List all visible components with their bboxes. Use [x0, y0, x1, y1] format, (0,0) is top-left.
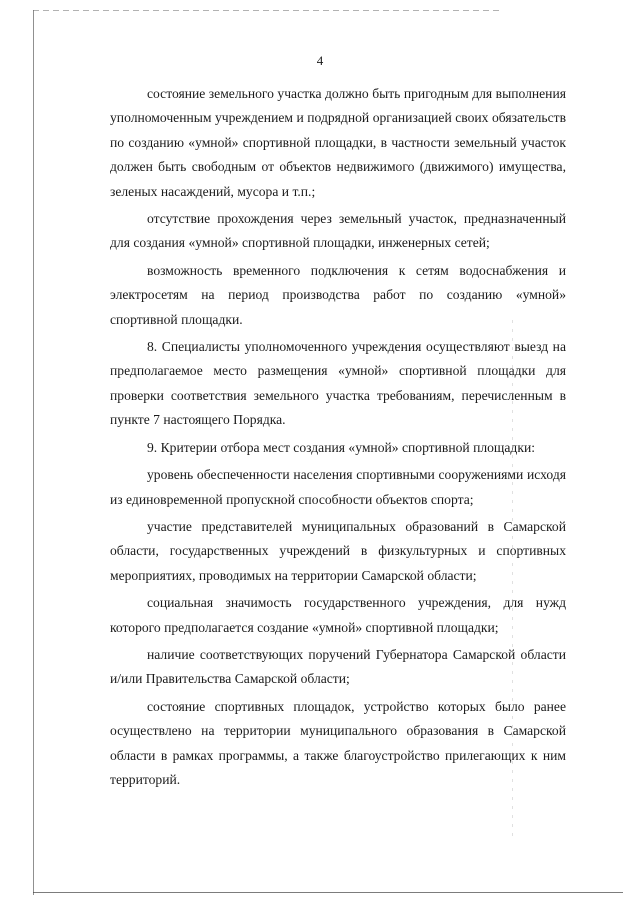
paragraph-temporary-connection: возможность временного подключения к сетям водоснабжения и электросетям на период производства работ по созданию «умной» спортивной площадки.	[110, 262, 566, 327]
scan-border-top	[33, 10, 503, 11]
paragraph-item-9-heading: 9. Критерии отбора мест создания «умной» спортивной площадки:	[147, 439, 535, 455]
paragraph-no-utility-networks: отсутствие прохождения через земельный участок, предназначенный для создания «умной» спортивной площадки, инженерных сетей;	[110, 211, 566, 251]
paragraph-criterion-participation: участие представителей муниципальных образований в Самарской области, государственных учреждений в физкультурных и спортивных мероприятиях, проводимых на территории Самарской области;	[110, 518, 566, 583]
paragraph-criterion-provision: уровень обеспеченности населения спортивными сооружениями исходя из единовременной пропускной способности объектов спорта;	[110, 467, 566, 507]
document-body	[110, 82, 566, 792]
paragraph-land-condition: состояние земельного участка должно быть пригодным для выполнения уполномоченным учреждением и подрядной организацией своих обязательств по созданию «умной» спортивной площадки, в частности земельный участок должен быть свободным от объектов недвижимого (движимого) имущества, зеленых насаждений, мусора и т.п.;	[110, 86, 566, 199]
scan-border-left	[33, 10, 34, 895]
paragraph-item-8: 8. Специалисты уполномоченного учреждения осуществляют выезд на предполагаемое место размещения «умной» спортивной площадки для проверки соответствия земельного участка требованиям, перечисленным в пункте 7 настоящего Порядка.	[110, 339, 566, 428]
page-number: 4	[316, 53, 324, 68]
paragraph-criterion-instructions: наличие соответствующих поручений Губернатора Самарской области и/или Правительства Самарской области;	[110, 646, 566, 687]
scan-border-bottom	[33, 892, 623, 893]
paragraph-criterion-existing-sites: состояние спортивных площадок, устройство которых было ранее осуществлено на территории муниципального образования в Самарской области в рамках программы, а также благоустройство прилегающих к ним территорий.	[110, 698, 566, 787]
paragraph-criterion-social-significance: социальная значимость государственного учреждения, для нужд которого предполагается создание «умной» спортивной площадки;	[110, 595, 566, 635]
